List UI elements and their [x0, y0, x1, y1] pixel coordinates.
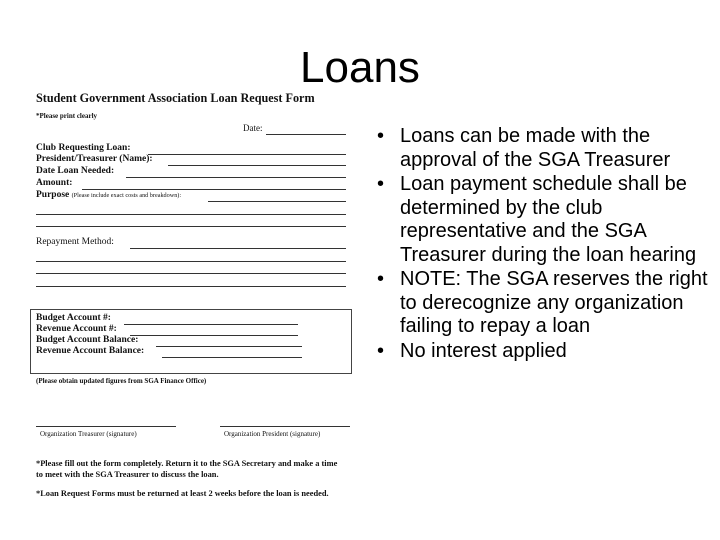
officer-line — [168, 165, 346, 166]
repayment-line-2 — [36, 261, 346, 262]
bullet-text: Loans can be made with the approval of the SGA Treasurer — [400, 125, 671, 171]
purpose-text: Purpose — [36, 190, 70, 200]
purpose-line-1 — [208, 201, 346, 202]
budget-account-line — [124, 324, 298, 325]
slide-title: Loans — [300, 43, 420, 92]
budget-balance-label: Budget Account Balance: — [36, 335, 139, 345]
purpose-label — [36, 190, 181, 200]
repayment-line-1 — [130, 248, 346, 249]
club-label: Club Requesting Loan: — [36, 143, 131, 153]
club-line — [148, 154, 346, 155]
date-needed-line — [126, 177, 346, 178]
revenue-balance-label: Revenue Account Balance: — [36, 346, 145, 356]
print-clearly-note: *Please print clearly — [36, 112, 98, 120]
repayment-line-4 — [36, 286, 346, 287]
bullet-list — [370, 125, 710, 364]
revenue-account-line — [130, 335, 298, 336]
loan-request-form-image — [26, 86, 354, 516]
finance-office-note: (Please obtain updated figures from SGA Finance Office) — [36, 377, 207, 385]
bullet-dot: • — [377, 339, 385, 362]
form-title: Student Government Association Loan Request Form — [36, 91, 315, 105]
date-label: Date: — [243, 123, 263, 133]
budget-balance-line — [156, 346, 302, 347]
president-signature-line — [220, 426, 350, 427]
bullet-dot: • — [377, 173, 385, 195]
bullet-item — [370, 340, 710, 364]
bullet-item — [370, 268, 710, 339]
revenue-balance-line — [162, 357, 302, 358]
repayment-label: Repayment Method: — [36, 237, 114, 247]
date-needed-label: Date Loan Needed: — [36, 166, 115, 176]
purpose-hint: (Please include exact costs and breakdown): — [71, 192, 182, 199]
budget-account-label: Budget Account #: — [36, 313, 111, 323]
president-signature-label: Organization President (signature) — [224, 430, 321, 438]
bullet-item — [370, 125, 710, 172]
bullet-item — [370, 173, 710, 267]
revenue-account-label: Revenue Account #: — [36, 324, 117, 334]
bullet-text: No interest applied — [400, 339, 567, 362]
purpose-line-3 — [36, 226, 346, 227]
treasurer-signature-label: Organization Treasurer (signature) — [40, 430, 137, 438]
amount-label: Amount: — [36, 178, 73, 188]
treasurer-signature-line — [36, 426, 176, 427]
bullet-text: NOTE: The SGA reserves the right to derecognize any organization failing to repay a loan — [400, 268, 708, 337]
fill-out-note: *Please fill out the form completely. Return it to the SGA Secretary and make a time to meet with the SGA Treasurer to discuss the loan. — [36, 459, 338, 479]
purpose-line-2 — [36, 214, 346, 215]
deadline-note: *Loan Request Forms must be returned at least 2 weeks before the loan is needed. — [36, 489, 329, 498]
bullet-text: Loan payment schedule shall be determined by the club representative and the SGA Treasurer during the loan hearing — [400, 173, 697, 266]
officer-label: President/Treasurer (Name): — [36, 154, 153, 164]
repayment-line-3 — [36, 273, 346, 274]
bullet-dot: • — [377, 125, 385, 147]
date-line — [266, 134, 346, 135]
bullet-dot: • — [377, 268, 385, 290]
